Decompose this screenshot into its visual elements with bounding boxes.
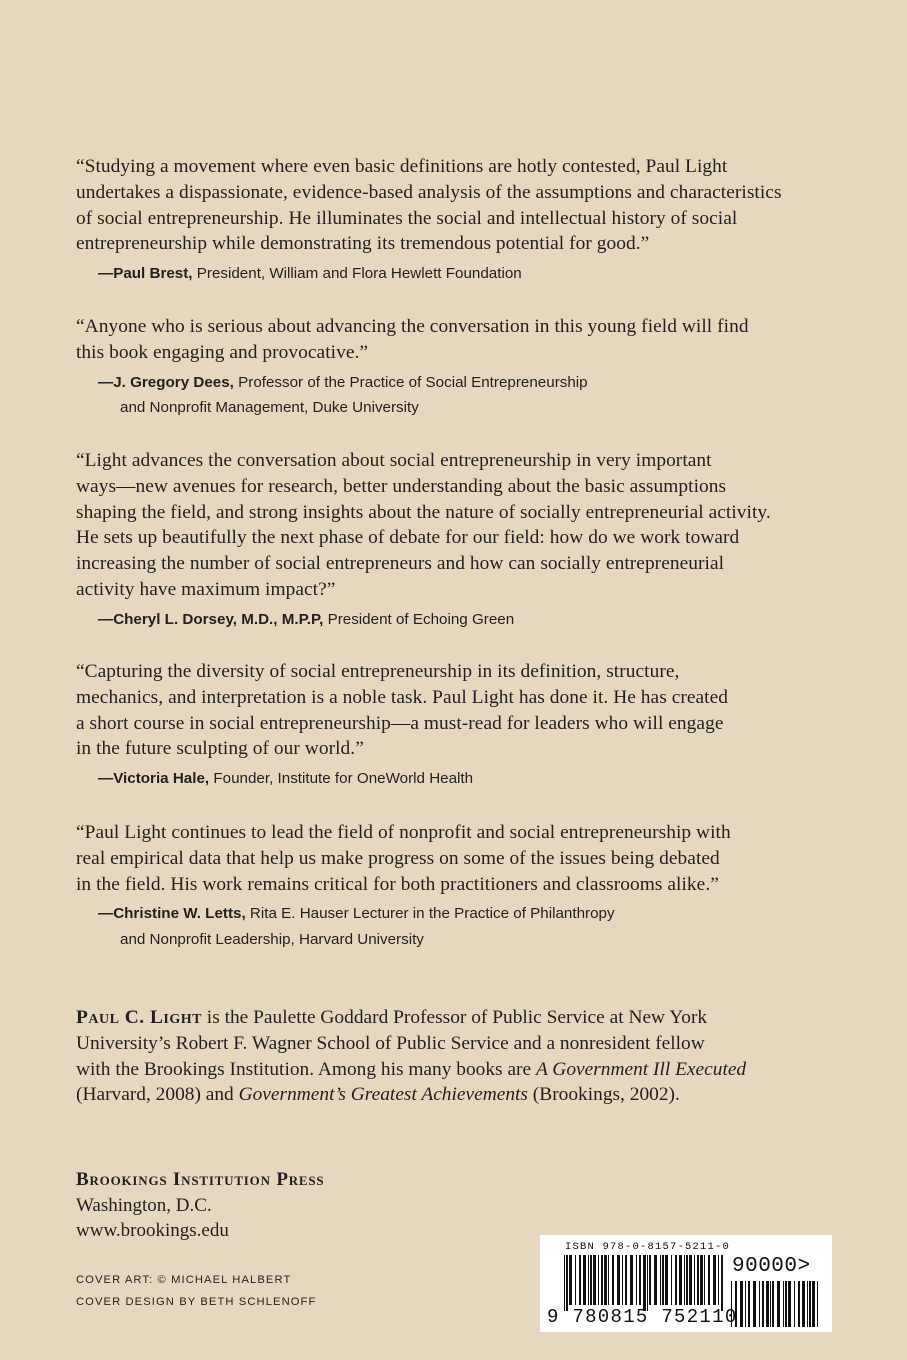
barcode-bar <box>649 1255 651 1305</box>
cover-credits <box>76 1270 476 1313</box>
barcode-bar <box>721 1255 723 1311</box>
quote-attribution: —Cheryl L. Dorsey, M.D., M.P.P, President of Echoing Green <box>98 610 515 628</box>
barcode-bar <box>762 1281 764 1327</box>
barcode-bar <box>566 1255 568 1311</box>
barcode-bar <box>639 1255 641 1305</box>
barcode-bar <box>817 1281 818 1327</box>
barcode-bar <box>694 1255 695 1305</box>
quote-text: “Capturing the diversity of social entrepreneurship in its definition, structure, mechanics, and interpretation is a noble task. Paul Light has done it. He has created a short course in social entrepreneurship—a must-read for leaders who will engage in the future sculpting of our world.” <box>76 661 729 760</box>
quote-attribution: —Victoria Hale, Founder, Institute for OneWorld Health <box>98 770 474 788</box>
isbn-text: ISBN 978-0-8157-5211-0 <box>565 1241 731 1253</box>
barcode-bar <box>671 1255 672 1305</box>
barcode-bar <box>783 1281 784 1327</box>
endorsement-5 <box>76 820 836 952</box>
barcode-bar <box>686 1255 688 1305</box>
barcode-bar <box>675 1255 677 1305</box>
publisher-city: Washington, D.C. <box>76 1194 212 1216</box>
barcode-bar <box>654 1255 657 1305</box>
endorsement-1 <box>76 154 836 287</box>
barcode-bar <box>809 1281 811 1327</box>
barcode-bar <box>697 1255 699 1305</box>
addon-barcode-icon <box>730 1281 820 1327</box>
barcode-bar <box>740 1281 743 1327</box>
barcode-bar <box>785 1281 787 1327</box>
publisher-url: www.brookings.edu <box>76 1220 229 1242</box>
barcode-bar <box>569 1255 572 1305</box>
barcode-bar <box>588 1255 589 1305</box>
barcode-bar <box>770 1281 771 1327</box>
barcode-bar <box>630 1255 633 1305</box>
barcode-bar <box>798 1281 800 1327</box>
barcode-bar <box>766 1281 769 1327</box>
quote-author: —Victoria Hale, <box>98 770 210 788</box>
author-bio: Paul C. Light is the Paulette Goddard Professor of Public Service at New York University’s Robert F. Wagner School of Public Service and a nonresident fellow with the Brookings Institution. Among his many books are A Government Ill Executed (Harvard, 2008) and Government’s Greatest Achievements (Brookings, 2002). <box>76 1007 747 1106</box>
barcode-bar <box>604 1255 607 1305</box>
barcode-bar <box>772 1281 774 1327</box>
barcode-bar <box>802 1281 805 1327</box>
barcode-bar <box>684 1255 685 1305</box>
barcode-bar <box>636 1255 637 1305</box>
barcode-bar <box>579 1255 581 1305</box>
barcode-bar <box>713 1255 716 1305</box>
barcode-bar <box>807 1281 808 1327</box>
barcode-bar <box>625 1255 627 1305</box>
barcode-bar <box>590 1255 592 1305</box>
barcode-bar <box>689 1255 692 1305</box>
barcode-bar <box>753 1281 756 1327</box>
barcode-bar <box>612 1255 614 1305</box>
barcode-bar <box>575 1255 576 1305</box>
cover-design-credit: COVER DESIGN BY BETH SCHLENOFF <box>76 1295 317 1308</box>
barcode-bar <box>617 1255 620 1305</box>
barcode-bar <box>665 1255 668 1305</box>
cover-art-credit: COVER ART: © MICHAEL HALBERT <box>76 1274 292 1286</box>
publisher-name: Brookings Institution Press <box>76 1169 325 1190</box>
barcode-bar <box>745 1281 746 1327</box>
endorsement-2 <box>76 314 836 421</box>
barcode-bar <box>598 1255 599 1305</box>
barcode-bar <box>647 1255 648 1311</box>
quote-attribution: —Christine W. Letts, Rita E. Hauser Lecturer in the Practice of Philanthropy and Nonprofit Leadership, Harvard University <box>98 905 615 948</box>
barcode-bar <box>788 1281 791 1327</box>
ean13-barcode-icon <box>563 1255 727 1311</box>
barcode-bar <box>748 1281 750 1327</box>
barcode-bar <box>704 1255 705 1305</box>
book-title: Government’s Greatest Achievements <box>238 1084 528 1106</box>
publisher-block <box>76 1167 476 1244</box>
author-name: Paul C. Light <box>76 1007 202 1028</box>
book-title: A Government Ill Executed <box>535 1058 747 1080</box>
barcode-bar <box>679 1255 682 1305</box>
barcode-bar <box>601 1255 603 1305</box>
barcode-bar <box>700 1255 703 1305</box>
isbn-barcode <box>540 1235 832 1332</box>
endorsement-3 <box>76 448 836 632</box>
barcode-bar <box>777 1281 780 1327</box>
quote-attribution: —J. Gregory Dees, Professor of the Practice of Social Entrepreneurship and Nonprofit Management, Duke University <box>98 373 588 417</box>
barcode-bar <box>660 1255 661 1305</box>
addon-code: 90000> <box>732 1255 811 1278</box>
barcode-bar <box>662 1255 664 1305</box>
barcode-digits: 9 780815 752110 <box>547 1306 738 1328</box>
quote-text: “Studying a movement where even basic definitions are hotly contested, Paul Light undertakes a dispassionate, evidence-based analysis of the assumptions and characteristics of social entrepreneurship. He illuminates the social and intellectual history of social entrepreneurship while demonstrating its tremendous potential for good.” <box>76 156 782 255</box>
barcode-bar <box>718 1255 719 1305</box>
quote-author: —Cheryl L. Dorsey, M.D., M.P.P, <box>98 610 324 628</box>
barcode-bar <box>622 1255 623 1305</box>
quote-author: —Christine W. Letts, <box>98 905 246 923</box>
quote-attribution: —Paul Brest, President, William and Flora Hewlett Foundation <box>98 265 522 283</box>
barcode-bar <box>759 1281 760 1327</box>
quote-text: “Anyone who is serious about advancing the conversation in this young field will find this book engaging and provocative.” <box>76 316 749 363</box>
barcode-bar <box>794 1281 795 1327</box>
barcode-bar <box>812 1281 815 1327</box>
barcode-bar <box>643 1255 646 1311</box>
endorsement-4 <box>76 659 836 792</box>
quote-author: —Paul Brest, <box>98 265 193 283</box>
barcode-bar <box>593 1255 596 1305</box>
quote-text: “Light advances the conversation about social entrepreneurship in very important ways—new avenues for research, better understanding about the basic assumptions shaping the field, and strong insights about the nature of socially entrepreneurial activity. He sets up beautifully the next phase of debate for our field: how do we work toward increasing the number of social entrepreneurs and how can socially entrepreneurial activity have maximum impact?” <box>76 450 771 600</box>
quote-text: “Paul Light continues to lead the field of nonprofit and social entrepreneurship with real empirical data that help us make progress on some of the issues being debated in the field. His work remains critical for both practitioners and classrooms alike.” <box>76 822 731 895</box>
barcode-bar <box>708 1255 710 1305</box>
barcode-bar <box>583 1255 586 1305</box>
quote-author: —J. Gregory Dees, <box>98 373 234 391</box>
barcode-bar <box>608 1255 609 1305</box>
barcode-bar <box>564 1255 565 1311</box>
